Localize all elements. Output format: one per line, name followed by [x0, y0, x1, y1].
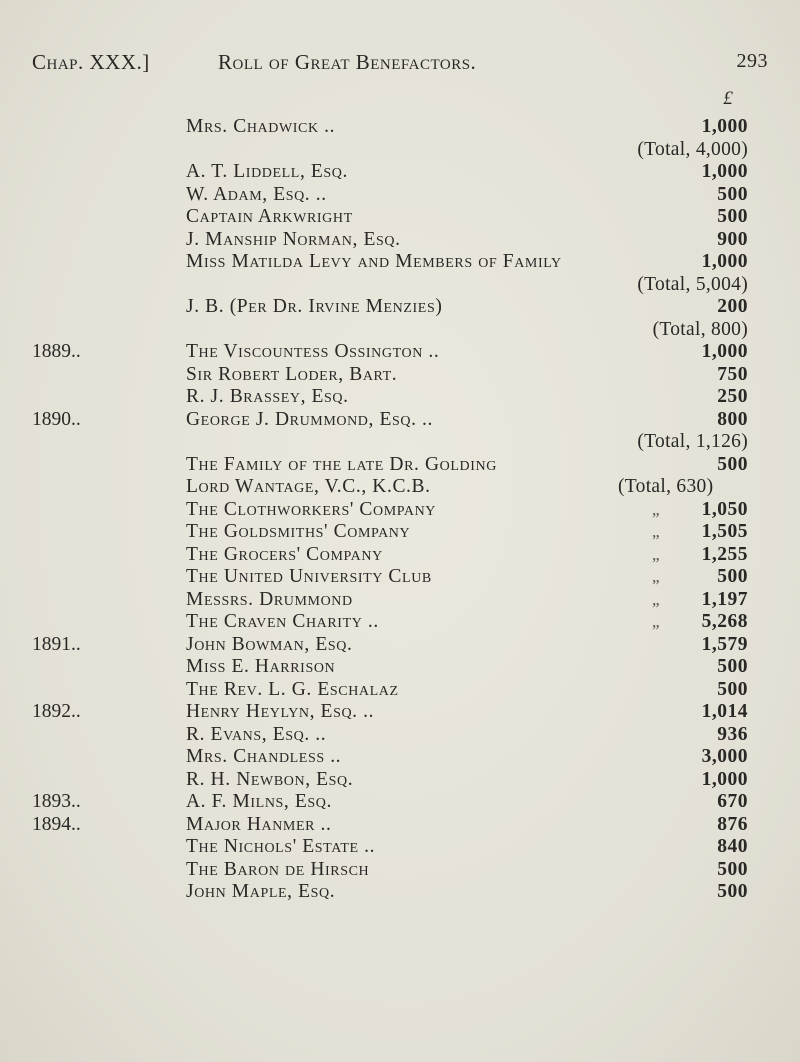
benefactor-name: John Maple, Esq.: [186, 881, 336, 902]
donation-amount: 1,000: [701, 251, 748, 272]
list-item: [0, 611, 800, 634]
running-title: Roll of Great Benefactors.: [218, 50, 477, 74]
benefactor-name: Lord Wantage, V.C., K.C.B.: [186, 476, 431, 497]
donation-amount: 1,255: [701, 543, 748, 565]
benefactor-name: Sir Robert Loder, Bart.: [186, 363, 398, 385]
benefactor-name: W. Adam, Esq. ..: [186, 183, 327, 205]
ditto-mark: „: [652, 499, 660, 519]
donation-amount: 500: [717, 206, 748, 227]
benefactor-name: John Bowman, Esq.: [186, 633, 353, 655]
total-row: [0, 431, 800, 454]
donation-amount: 250: [717, 386, 748, 407]
list-item: [0, 791, 800, 814]
donation-amount: 500: [717, 678, 748, 700]
benefactor-name: The Goldsmiths' Company: [186, 521, 411, 542]
benefactor-name: J. B. (Per Dr. Irvine Menzies): [186, 296, 443, 317]
list-item: [0, 836, 800, 859]
list-item: [0, 544, 800, 567]
list-item: [0, 251, 800, 274]
chapter-label: Chap. XXX.]: [32, 50, 150, 74]
page-header: [32, 50, 768, 82]
list-item: [0, 859, 800, 882]
benefactor-name: The Baron de Hirsch: [186, 858, 370, 880]
donation-amount: 5,268: [701, 611, 748, 632]
running-total: (Total, 630): [618, 476, 714, 497]
donation-year: 1893..: [32, 791, 81, 812]
donation-amount: 500: [717, 453, 748, 475]
donation-amount: 1,579: [701, 633, 748, 655]
donation-amount: 900: [717, 228, 748, 250]
benefactor-name: The Grocers' Company: [186, 543, 383, 565]
page-number: 293: [736, 50, 768, 72]
list-item: [0, 296, 800, 319]
donation-year: 1894..: [32, 813, 81, 835]
running-total: (Total, 1,126): [637, 431, 748, 452]
ditto-mark: „: [652, 589, 660, 609]
total-row: [0, 274, 800, 297]
running-total: (Total, 4,000): [637, 138, 748, 160]
donation-amount: 876: [717, 813, 748, 835]
donation-amount: 1,050: [701, 498, 748, 520]
donation-amount: 750: [717, 363, 748, 385]
donation-amount: 670: [717, 791, 748, 812]
list-item: [0, 521, 800, 544]
benefactor-name: The Rev. L. G. Eschalaz: [186, 678, 399, 700]
donation-amount: 840: [717, 836, 748, 857]
donation-amount: 1,000: [701, 116, 748, 137]
benefactor-name: Miss Matilda Levy and Members of Family: [186, 251, 562, 272]
benefactor-name: R. Evans, Esq. ..: [186, 723, 327, 745]
benefactor-name: The Nichols' Estate ..: [186, 836, 376, 857]
ditto-mark: „: [652, 567, 660, 586]
donation-amount: 1,000: [701, 161, 748, 182]
list-item: [0, 814, 800, 837]
donation-amount: 500: [717, 566, 748, 587]
donation-amount: 1,197: [701, 588, 748, 610]
list-item: [0, 206, 800, 229]
running-total: (Total, 800): [652, 318, 748, 340]
donation-year: 1889..: [32, 341, 81, 362]
list-item: [0, 881, 800, 904]
ditto-mark: „: [652, 522, 660, 541]
list-item: [0, 769, 800, 792]
currency-symbol: £: [723, 88, 733, 109]
benefactor-name: R. J. Brassey, Esq.: [186, 386, 349, 407]
donation-amount: 936: [717, 723, 748, 745]
total-row: [0, 139, 800, 162]
benefactor-name: Miss E. Harrison: [186, 656, 336, 677]
donation-amount: 800: [717, 408, 748, 430]
list-item: [0, 566, 800, 589]
running-total: (Total, 5,004): [637, 273, 748, 295]
list-item: [0, 499, 800, 522]
donation-amount: 1,000: [701, 768, 748, 790]
benefactor-name: A. F. Milns, Esq.: [186, 791, 332, 812]
benefactor-name: The Viscountess Ossington ..: [186, 341, 440, 362]
benefactor-name: A. T. Liddell, Esq.: [186, 161, 348, 182]
donation-amount: 500: [717, 656, 748, 677]
list-item: [0, 656, 800, 679]
benefactor-name: R. H. Newbon, Esq.: [186, 768, 354, 790]
list-item: [0, 386, 800, 409]
list-item: [0, 634, 800, 657]
list-item: [0, 589, 800, 612]
benefactors-list: [0, 116, 800, 904]
list-item: [0, 746, 800, 769]
list-item: [0, 679, 800, 702]
donation-amount: 200: [717, 296, 748, 317]
benefactor-name: Henry Heylyn, Esq. ..: [186, 701, 375, 722]
donation-year: 1891..: [32, 633, 81, 655]
ditto-mark: „: [652, 544, 660, 564]
donation-amount: 500: [717, 858, 748, 880]
donation-amount: 500: [717, 881, 748, 902]
list-item: [0, 701, 800, 724]
donation-amount: 1,014: [701, 701, 748, 722]
benefactor-name: Captain Arkwright: [186, 206, 353, 227]
benefactor-name: Messrs. Drummond: [186, 588, 353, 610]
donation-amount: 1,000: [701, 341, 748, 362]
list-item: [0, 116, 800, 139]
list-item: [0, 724, 800, 747]
benefactor-name: Major Hanmer ..: [186, 813, 332, 835]
list-item: [0, 341, 800, 364]
benefactor-name: George J. Drummond, Esq. ..: [186, 408, 433, 430]
list-item: [0, 184, 800, 207]
benefactor-name: The Clothworkers' Company: [186, 498, 437, 520]
list-item: [0, 476, 800, 499]
donation-amount: 3,000: [701, 746, 748, 767]
ditto-mark: „: [652, 612, 660, 631]
list-item: [0, 229, 800, 252]
donation-amount: 1,505: [701, 521, 748, 542]
list-item: [0, 409, 800, 432]
total-row: [0, 319, 800, 342]
benefactor-name: Mrs. Chandless ..: [186, 746, 342, 767]
benefactor-name: The United University Club: [186, 566, 432, 587]
donation-year: 1890..: [32, 408, 81, 430]
benefactor-name: J. Manship Norman, Esq.: [186, 228, 401, 250]
benefactor-name: Mrs. Chadwick ..: [186, 116, 336, 137]
donation-year: 1892..: [32, 701, 81, 722]
benefactor-name: The Family of the late Dr. Golding: [186, 453, 497, 475]
donation-amount: 500: [717, 183, 748, 205]
list-item: [0, 364, 800, 387]
list-item: [0, 161, 800, 184]
benefactor-name: The Craven Charity ..: [186, 611, 379, 632]
list-item: [0, 454, 800, 477]
